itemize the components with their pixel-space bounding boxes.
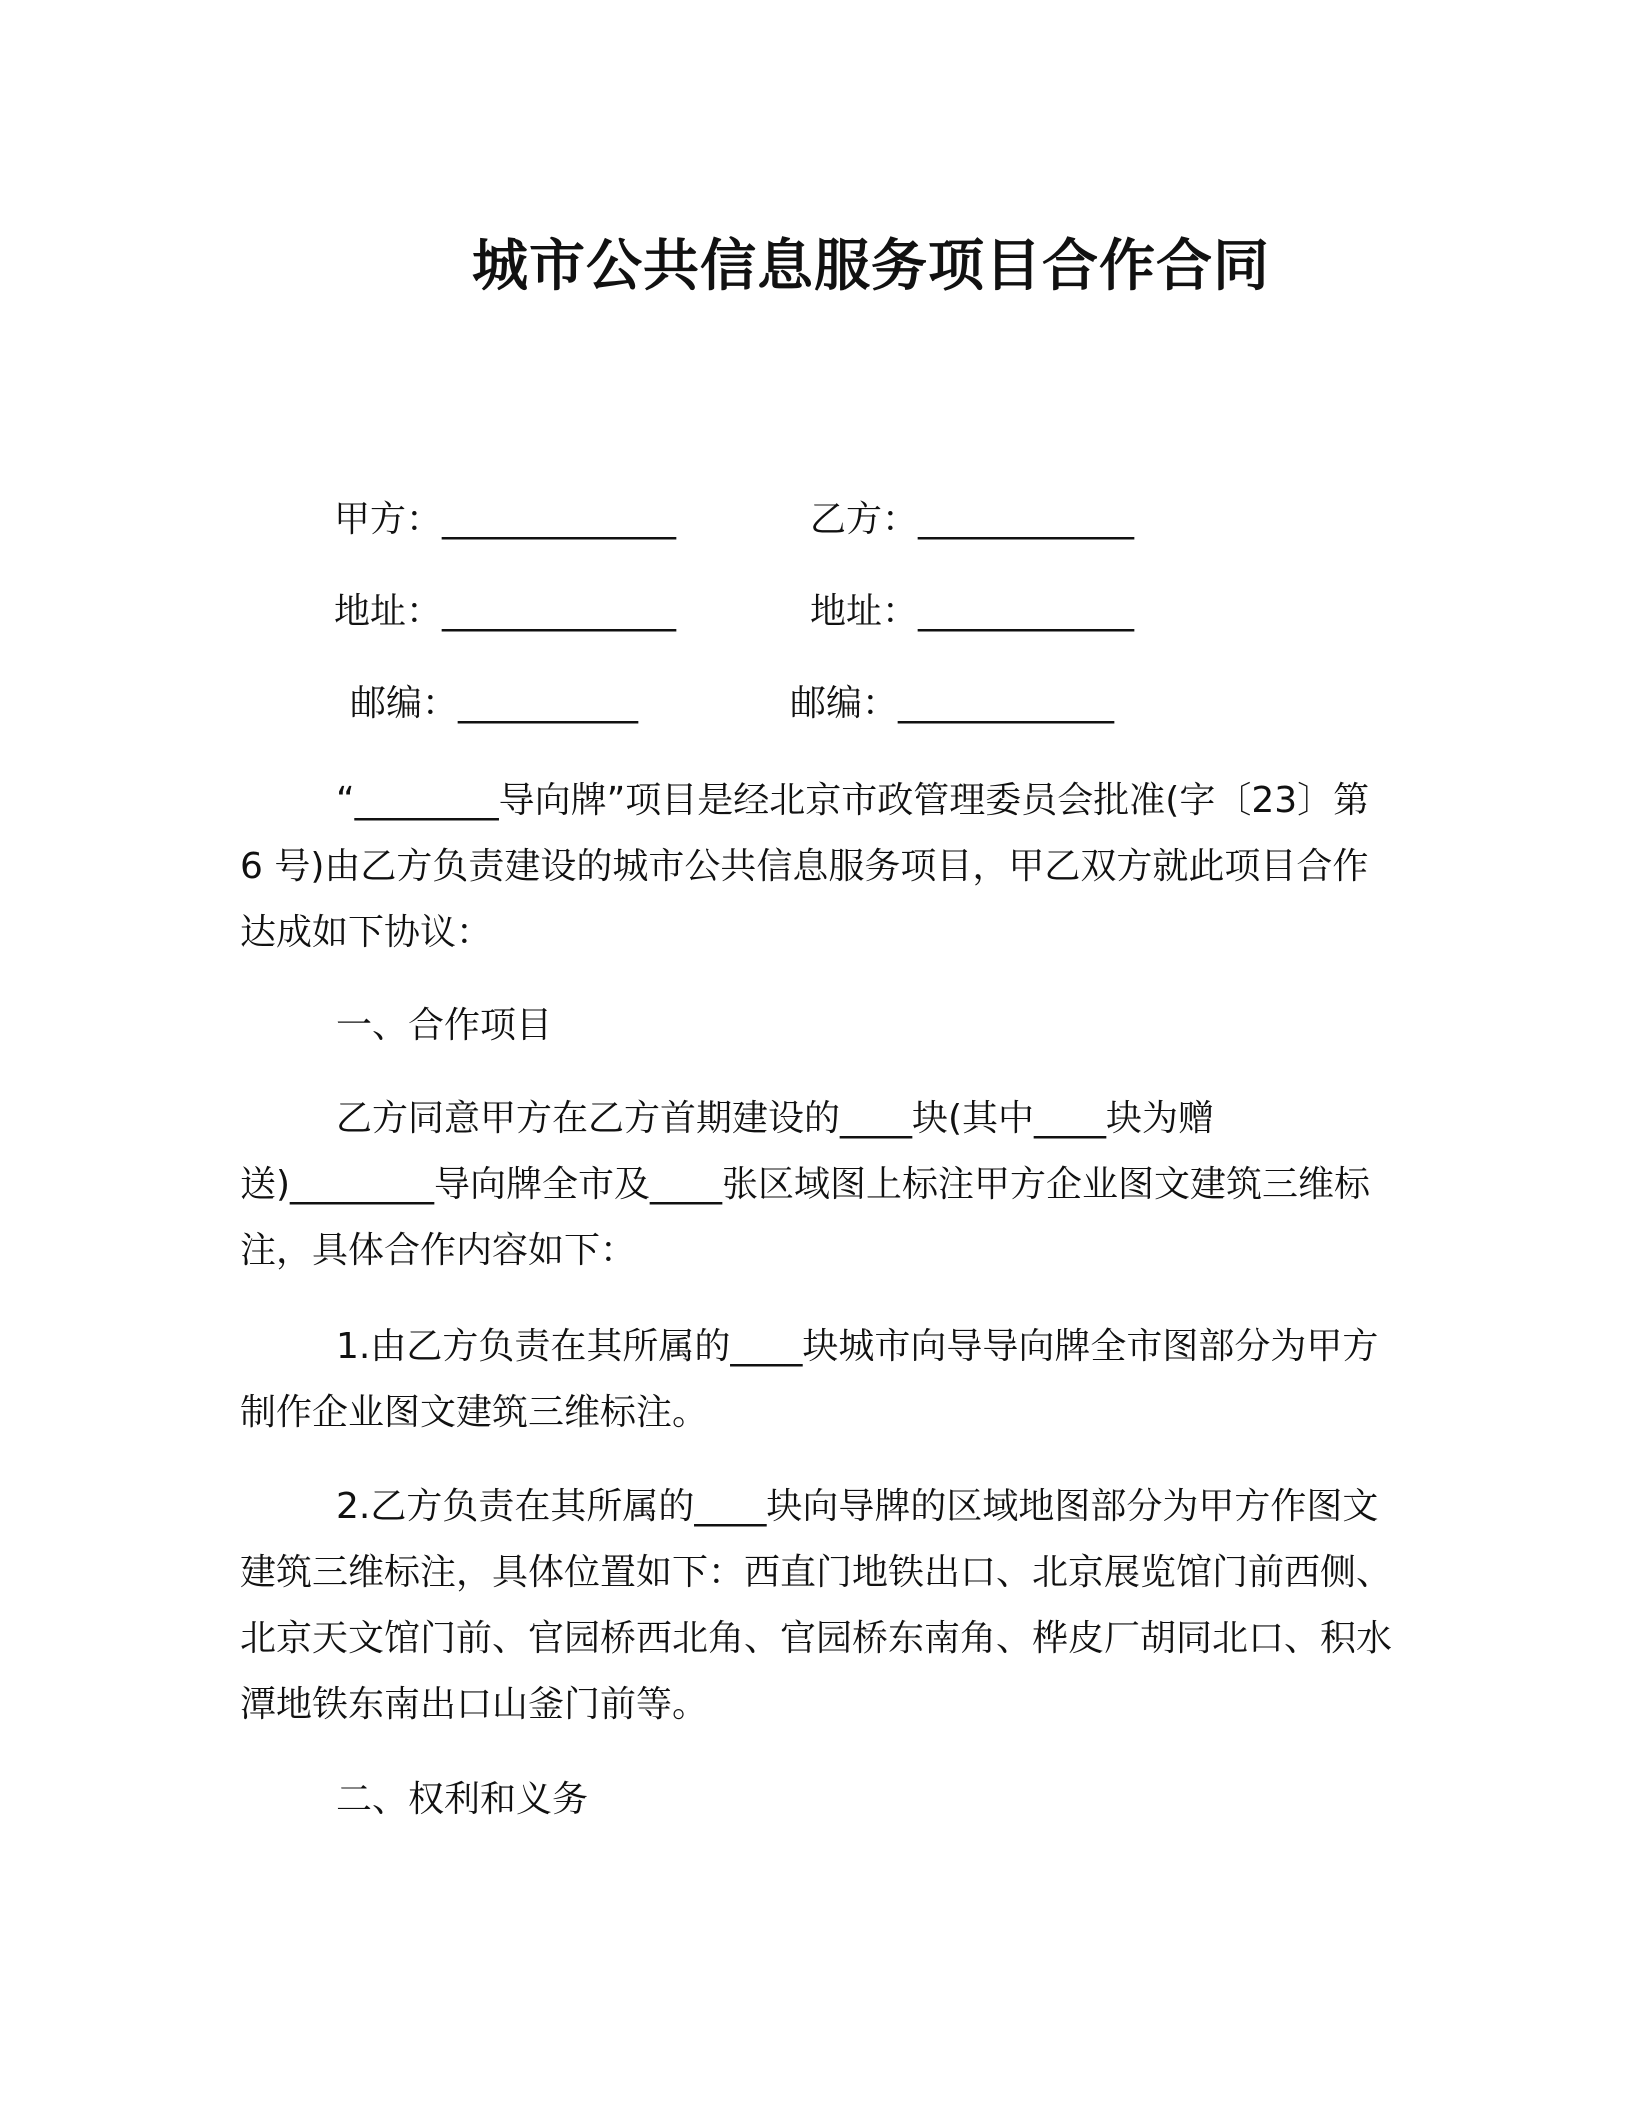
section-2-heading: 二、权利和义务 xyxy=(336,1779,589,1820)
postcode-b-blank: ____________ xyxy=(898,683,1115,724)
party-b-label: 乙方： xyxy=(810,499,919,540)
address-b-blank: ____________ xyxy=(918,591,1135,632)
address-b-label: 地址： xyxy=(810,591,919,632)
party-a-field xyxy=(334,498,676,542)
postcode-b-field xyxy=(790,682,1114,726)
postcode-a-blank: __________ xyxy=(458,683,639,724)
party-a-label: 甲方： xyxy=(334,499,443,540)
item-2-paragraph: 2.乙方负责在其所属的____块向导牌的区域地图部分为甲方作图文建筑三维标注，具体位置如下：西直门地铁出口、北京展览馆门前西侧、北京天文馆门前、官园桥西北角、官园桥东南角、桦皮厂胡同北口、积水潭地铁东南出口山釜门前等。 xyxy=(240,1486,1393,1725)
postcode-a-field xyxy=(350,682,638,726)
item-1-paragraph: 1.由乙方负责在其所属的____块城市向导导向牌全市图部分为甲方制作企业图文建筑三维标注。 xyxy=(240,1326,1379,1433)
party-b-field xyxy=(810,498,1134,542)
intro-paragraph: “________导向牌”项目是经北京市政管理委员会批准(字〔23〕第 6 号)由乙方负责建设的城市公共信息服务项目，甲乙双方就此项目合作达成如下协议： xyxy=(240,780,1370,953)
party-b-blank: ____________ xyxy=(918,499,1135,540)
address-a-field xyxy=(334,590,676,634)
postcode-a-label: 邮编： xyxy=(350,683,459,724)
address-a-label: 地址： xyxy=(334,591,443,632)
section-1-heading: 一、合作项目 xyxy=(336,1005,553,1046)
address-b-field xyxy=(810,590,1134,634)
party-a-blank: _____________ xyxy=(442,499,677,540)
document-title: 城市公共信息服务项目合作合同 xyxy=(472,234,1270,299)
section-1-paragraph: 乙方同意甲方在乙方首期建设的____块(其中____块为赠送)________导向牌全市及____张区域图上标注甲方企业图文建筑三维标注，具体合作内容如下： xyxy=(240,1098,1371,1271)
postcode-b-label: 邮编： xyxy=(790,683,899,724)
address-a-blank: _____________ xyxy=(442,591,677,632)
